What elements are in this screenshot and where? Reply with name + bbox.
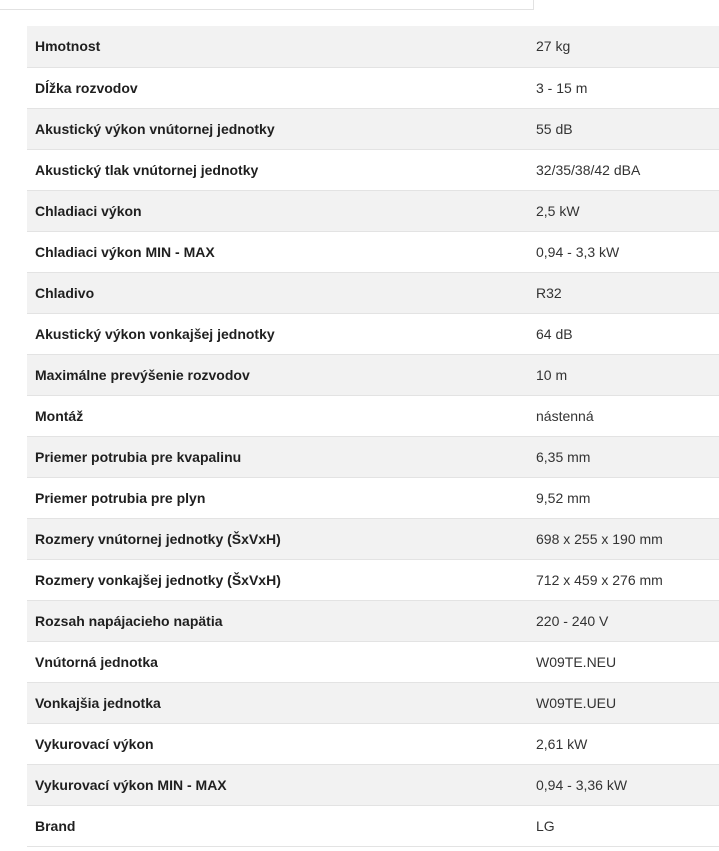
table-row [27,26,719,67]
table-row [27,518,719,559]
spec-value: 0,94 - 3,3 kW [528,231,719,272]
spec-value: 6,35 mm [528,436,719,477]
table-row [27,395,719,436]
spec-value: 10 m [528,354,719,395]
table-row [27,231,719,272]
spec-value: 0,94 - 3,36 kW [528,764,719,805]
spec-label: Maximálne prevýšenie rozvodov [27,354,528,395]
spec-label: Priemer potrubia pre kvapalinu [27,436,528,477]
table-row [27,600,719,641]
table-row [27,436,719,477]
spec-value: R32 [528,272,719,313]
table-row [27,805,719,846]
spec-value: LG [536,817,555,834]
table-bottom-divider [27,846,719,847]
spec-label: Dĺžka rozvodov [27,67,528,108]
spec-label: Vnútorná jednotka [27,641,528,682]
spec-value: 712 x 459 x 276 mm [528,559,719,600]
spec-label: Vykurovací výkon [27,723,528,764]
table-row [27,108,719,149]
spec-value: 9,52 mm [528,477,719,518]
spec-value: nástenná [528,395,719,436]
table-row [27,559,719,600]
spec-value: 2,5 kW [528,190,719,231]
spec-label: Rozmery vnútornej jednotky (ŠxVxH) [27,518,528,559]
spec-value: 220 - 240 V [528,600,719,641]
spec-value: 698 x 255 x 190 mm [528,518,719,559]
spec-value: 32/35/38/42 dBA [528,149,719,190]
spec-label: Akustický tlak vnútornej jednotky [27,149,528,190]
spec-label: Akustický výkon vonkajšej jednotky [27,313,528,354]
specifications-table [27,26,719,846]
spec-value: 2,61 kW [528,723,719,764]
spec-label: Chladiaci výkon MIN - MAX [27,231,528,272]
spec-label: Brand [35,817,76,834]
table-row [27,149,719,190]
table-row [27,477,719,518]
table-row [27,682,719,723]
table-row [27,67,719,108]
table-row [27,272,719,313]
table-row [27,641,719,682]
spec-value: W09TE.NEU [528,641,719,682]
table-row [27,190,719,231]
spec-label: Vonkajšia jednotka [27,682,528,723]
spec-value: 3 - 15 m [528,67,719,108]
spec-label: Rozsah napájacieho napätia [27,600,528,641]
top-panel-edge [0,0,534,10]
spec-label: Vykurovací výkon MIN - MAX [27,764,528,805]
spec-value: 55 dB [528,108,719,149]
spec-label: Rozmery vonkajšej jednotky (ŠxVxH) [27,559,528,600]
spec-label: Hmotnost [27,26,528,67]
spec-label: Akustický výkon vnútornej jednotky [27,108,528,149]
spec-label: Chladiaci výkon [27,190,528,231]
spec-value: 27 kg [528,26,719,67]
spec-label: Chladivo [27,272,528,313]
table-row [27,723,719,764]
table-row [27,764,719,805]
table-row [27,313,719,354]
spec-label: Montáž [27,395,528,436]
spec-value: 64 dB [528,313,719,354]
table-row [27,354,719,395]
spec-label: Priemer potrubia pre plyn [27,477,528,518]
spec-value: W09TE.UEU [528,682,719,723]
